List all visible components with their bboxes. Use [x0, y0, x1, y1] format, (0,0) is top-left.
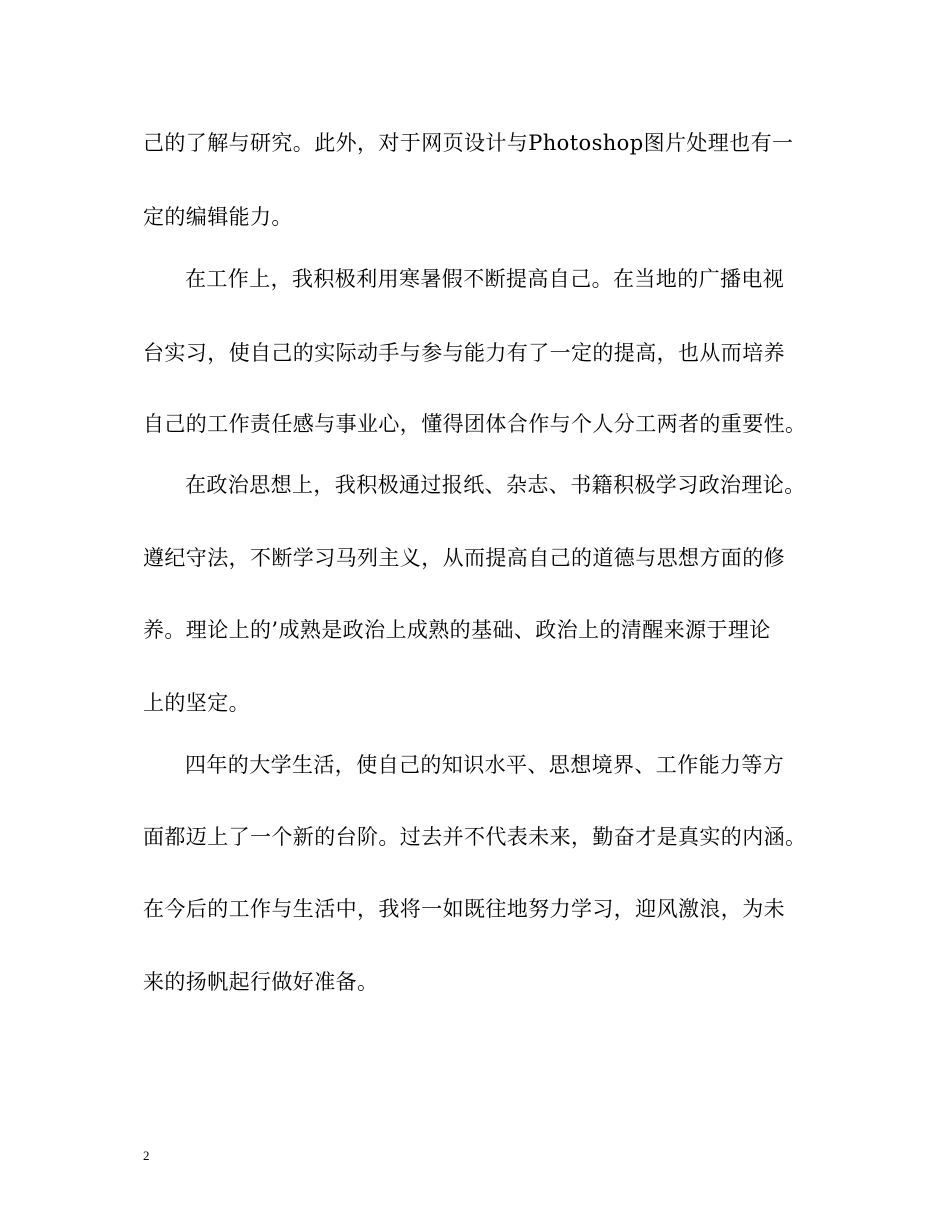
text-line: 定的编辑能力。	[143, 205, 293, 229]
text-line: 自己的工作责任感与事业心，懂得团体合作与个人分工两者的重要性。	[143, 412, 807, 436]
text-line: 上的坚定。	[143, 691, 250, 715]
paragraph-first-line: 在工作上，我积极利用寒暑假不断提高自己。在当地的广播电视	[185, 267, 785, 291]
paragraph-first-line: 在政治思想上，我积极通过报纸、杂志、书籍积极学习政治理论。	[185, 473, 806, 497]
paragraph-first-line: 四年的大学生活，使自己的知识水平、思想境界、工作能力等方	[185, 753, 785, 777]
text-line: 己的了解与研究。此外，对于网页设计与Photoshop图片处理也有一	[143, 131, 794, 155]
text-line: 来的扬帆起行做好准备。	[143, 970, 379, 994]
text-line: 养。理论上的’成熟是政治上成熟的基础、政治上的清醒来源于理论	[143, 618, 771, 642]
text-line: 台实习，使自己的实际动手与参与能力有了一定的提高，也从而培养	[143, 341, 785, 365]
text-line: 遵纪守法，不断学习马列主义，从而提高自己的道德与思想方面的修	[143, 546, 785, 570]
text-line: 面都迈上了一个新的台阶。过去并不代表未来，勤奋才是真实的内涵。	[143, 825, 807, 849]
page-number: 2	[143, 1148, 150, 1163]
text-line: 在今后的工作与生活中，我将一如既往地努力学习，迎风激浪，为未	[143, 897, 785, 921]
